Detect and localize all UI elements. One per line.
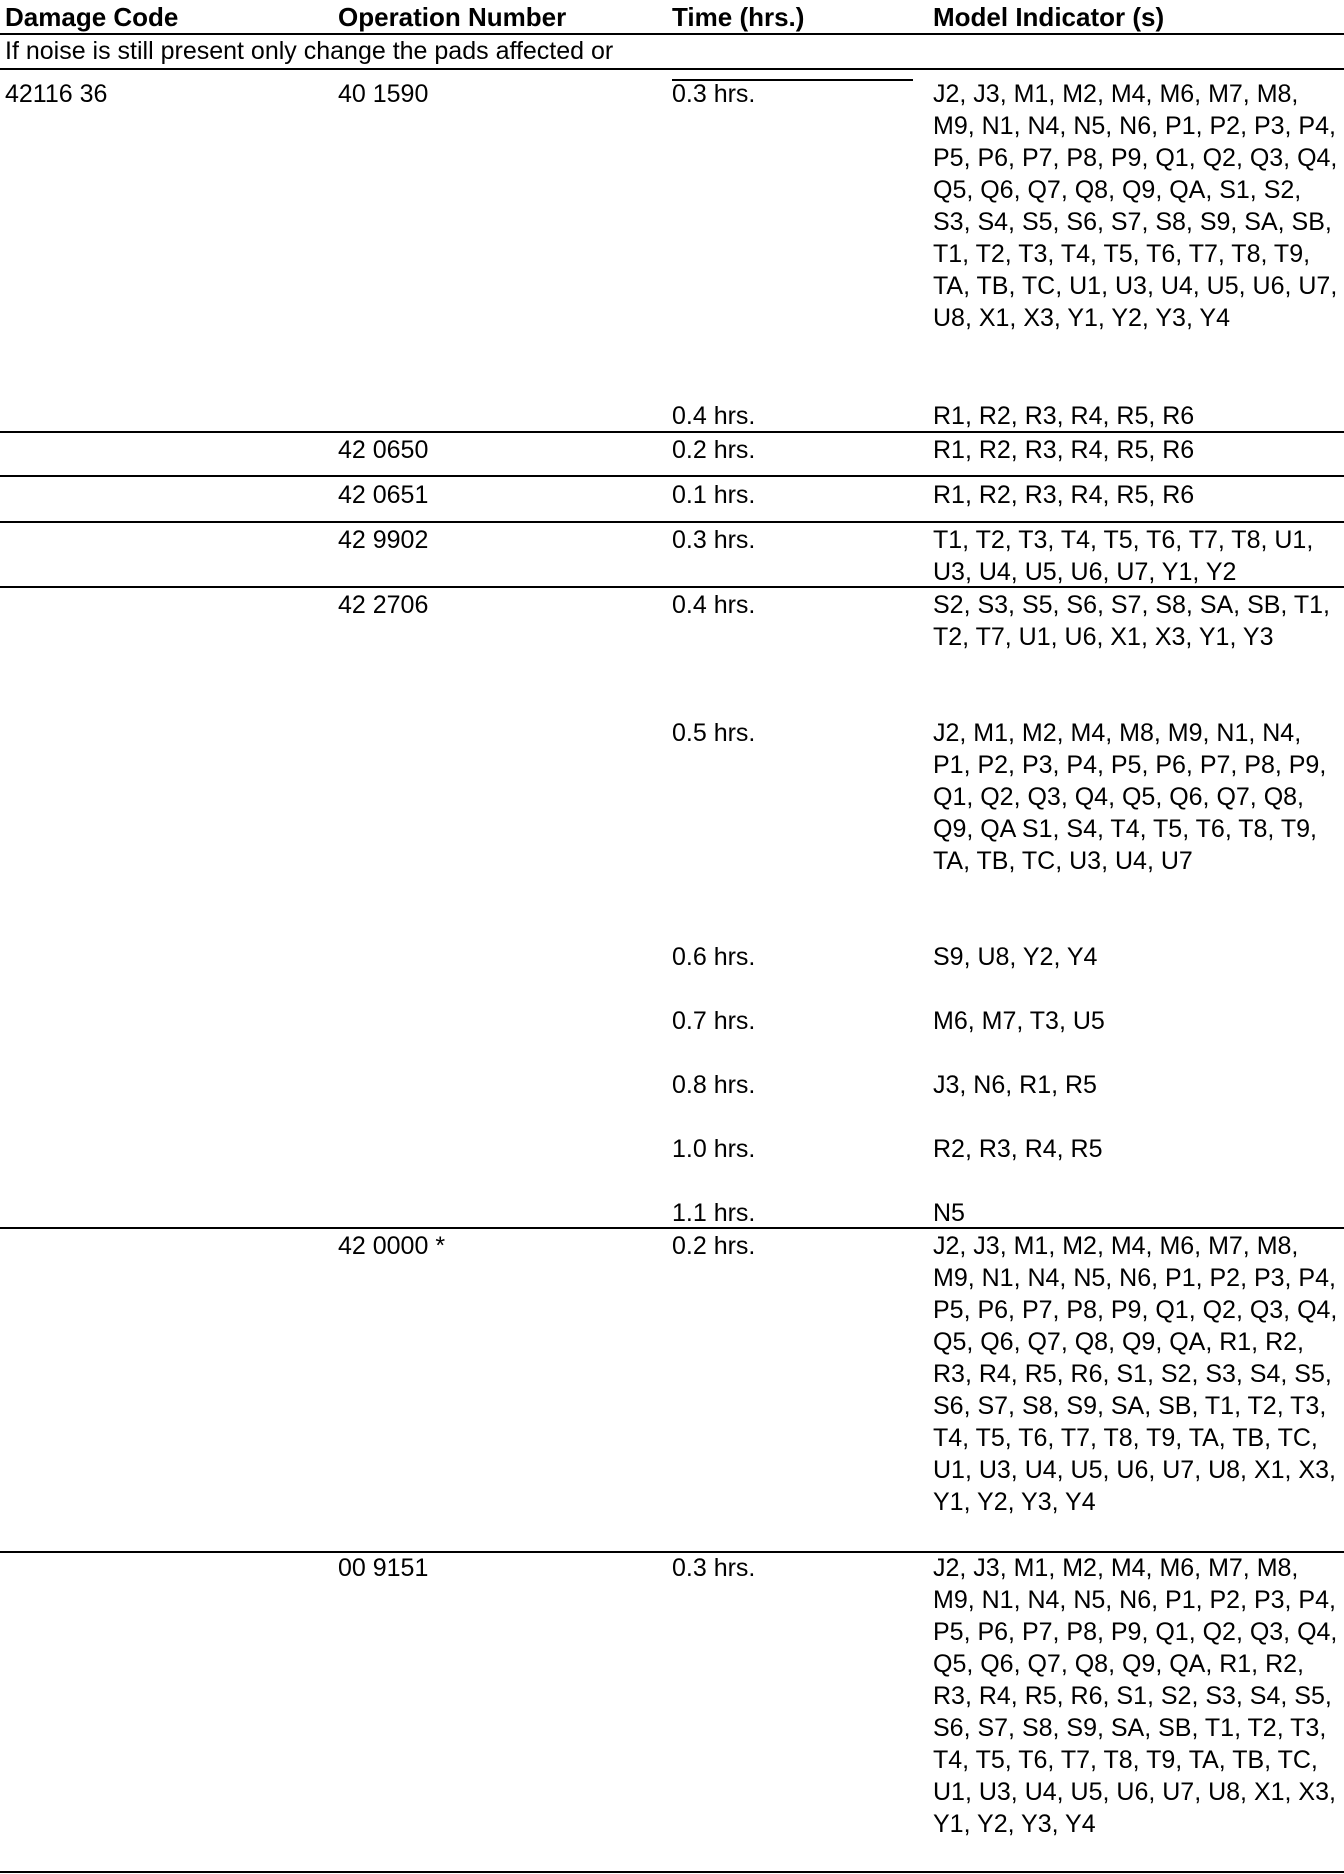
row-5-time-5: 0.8 hrs. <box>672 1071 756 1099</box>
row-5-time-1: 0.4 hrs. <box>672 591 756 619</box>
row-5-operation: 42 2706 <box>338 591 429 619</box>
row-5-models-3: S9, U8, Y2, Y4 <box>933 943 1098 971</box>
row-3-divider <box>0 521 1344 523</box>
row-5-models-1: S2, S3, S5, S6, S7, S8, SA, SB, T1, T2, T7, U1, U6, X1, X3, Y1, Y3 <box>933 591 1330 651</box>
header-damage-code: Damage Code <box>5 2 179 32</box>
row-5-time-2: 0.5 hrs. <box>672 719 756 747</box>
row-7-operation: 00 9151 <box>338 1554 429 1582</box>
header-model-indicator: Model Indicator (s) <box>933 2 1165 32</box>
row-5-time-3: 0.6 hrs. <box>672 943 756 971</box>
row-1-models-2: R1, R2, R3, R4, R5, R6 <box>933 402 1195 430</box>
row-3-operation: 42 0651 <box>338 481 429 509</box>
row-5-time-7: 1.1 hrs. <box>672 1199 756 1227</box>
row-2-models-1: R1, R2, R3, R4, R5, R6 <box>933 436 1195 464</box>
row-5-time-6: 1.0 hrs. <box>672 1135 756 1163</box>
note-text: If noise is still present only change the pads affected or <box>5 37 614 65</box>
row-7-divider <box>0 1871 1344 1873</box>
row-4-models-1: T1, T2, T3, T4, T5, T6, T7, T8, U1, U3, U4, U5, U6, U7, Y1, Y2 <box>933 526 1314 586</box>
row-4-divider <box>0 586 1344 588</box>
row-5-models-2: J2, M1, M2, M4, M8, M9, N1, N4, P1, P2, P3, P4, P5, P6, P7, P8, P9, Q1, Q2, Q3, Q4, Q5, Q6, Q7, Q8, Q9, QA S1, S4, T4, T5, T6, T8, T9, TA, TB, TC, U3, U4, U7 <box>933 719 1327 875</box>
row-3-time-1: 0.1 hrs. <box>672 481 756 509</box>
row-6-models-1: J2, J3, M1, M2, M4, M6, M7, M8, M9, N1, N4, N5, N6, P1, P2, P3, P4, P5, P6, P7, P8, P9, Q1, Q2, Q3, Q4, Q5, Q6, Q7, Q8, Q9, QA, R1, R2, R3, R4, R5, R6, S1, S2, S3, S4, S5, S6, S7, S8, S9, SA, SB, T1, T2, T3, T4, T5, T6, T7, T8, T9, TA, TB, TC, U1, U3, U4, U5, U6, U7, U8, X1, X3, Y1, Y2, Y3, Y4 <box>933 1232 1338 1516</box>
row-1-time-1: 0.3 hrs. <box>672 80 756 108</box>
header-operation-number: Operation Number <box>338 2 567 32</box>
table-header <box>0 0 1344 36</box>
row-5-divider <box>0 1227 1344 1229</box>
row-1-damage-code: 42116 36 <box>5 80 108 108</box>
row-7-time-1: 0.3 hrs. <box>672 1554 756 1582</box>
row-1-divider <box>0 431 1344 433</box>
row-5-models-5: J3, N6, R1, R5 <box>933 1071 1097 1099</box>
header-time: Time (hrs.) <box>672 2 805 32</box>
row-2-divider <box>0 475 1344 477</box>
row-5-models-4: M6, M7, T3, U5 <box>933 1007 1105 1035</box>
row-2-time-1: 0.2 hrs. <box>672 436 756 464</box>
row-6-time-1: 0.2 hrs. <box>672 1232 756 1260</box>
row-7-models-1: J2, J3, M1, M2, M4, M6, M7, M8, M9, N1, N4, N5, N6, P1, P2, P3, P4, P5, P6, P7, P8, P9, Q1, Q2, Q3, Q4, Q5, Q6, Q7, Q8, Q9, QA, R1, R2, R3, R4, R5, R6, S1, S2, S3, S4, S5, S6, S7, S8, S9, SA, SB, T1, T2, T3, T4, T5, T6, T7, T8, T9, TA, TB, TC, U1, U3, U4, U5, U6, U7, U8, X1, X3, Y1, Y2, Y3, Y4 <box>933 1554 1338 1838</box>
row-4-operation: 42 9902 <box>338 526 429 554</box>
header-divider <box>0 33 1344 35</box>
row-4-time-1: 0.3 hrs. <box>672 526 756 554</box>
row-3-models-1: R1, R2, R3, R4, R5, R6 <box>933 481 1195 509</box>
row-1-operation: 40 1590 <box>338 80 429 108</box>
row-5-models-7: N5 <box>933 1199 965 1227</box>
row-6-operation: 42 0000 * <box>338 1232 446 1260</box>
row-5-time-4: 0.7 hrs. <box>672 1007 756 1035</box>
row-5-models-6: R2, R3, R4, R5 <box>933 1135 1103 1163</box>
row-2-operation: 42 0650 <box>338 436 429 464</box>
row-1-time-2: 0.4 hrs. <box>672 402 756 430</box>
note-divider <box>0 68 1344 70</box>
row-1-models-1: J2, J3, M1, M2, M4, M6, M7, M8, M9, N1, N4, N5, N6, P1, P2, P3, P4, P5, P6, P7, P8, P9, Q1, Q2, Q3, Q4, Q5, Q6, Q7, Q8, Q9, QA, S1, S2, S3, S4, S5, S6, S7, S8, S9, SA, SB, T1, T2, T3, T4, T5, T6, T7, T8, T9, TA, TB, TC, U1, U3, U4, U5, U6, U7, U8, X1, X3, Y1, Y2, Y3, Y4 <box>933 80 1338 332</box>
